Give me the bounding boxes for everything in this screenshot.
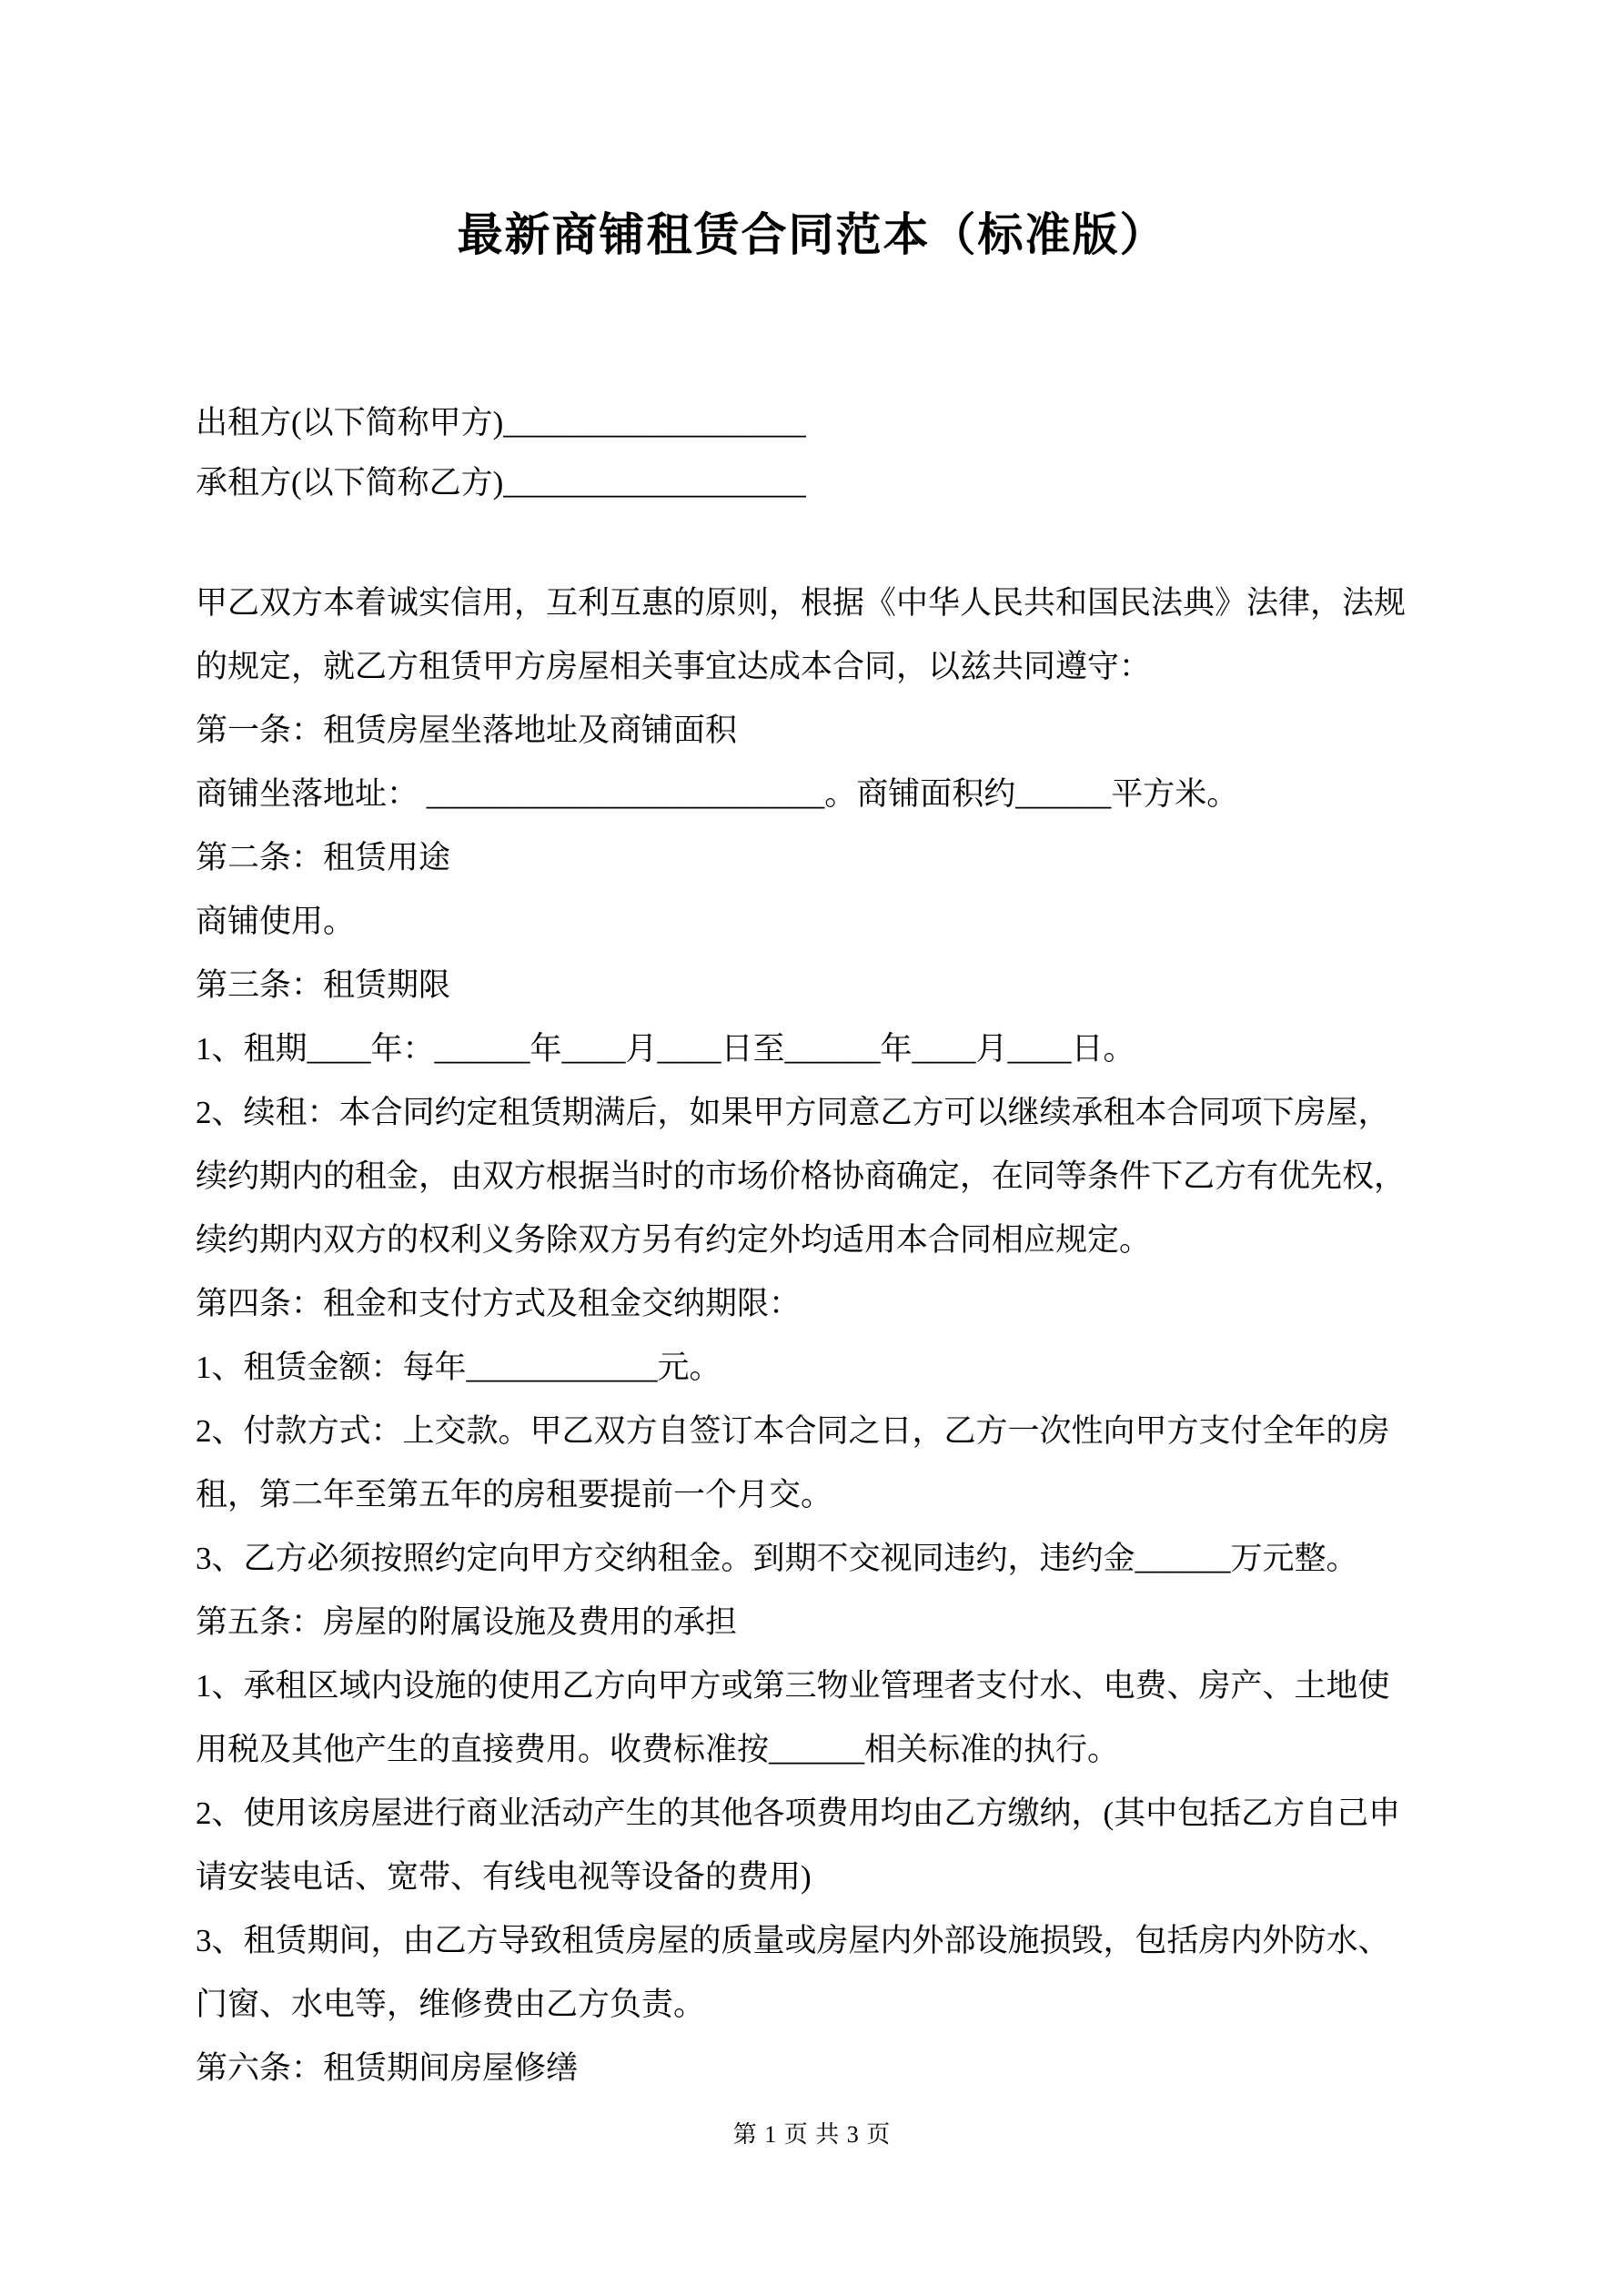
contract-line: 门窗、水电等，维修费由乙方负责。 — [196, 1987, 706, 2022]
contract-line: 3、乙方必须按照约定向甲方交纳租金。到期不交视同违约，违约金______万元整。 — [196, 1541, 1358, 1576]
page-footer: 第 1 页 共 3 页 — [732, 2121, 892, 2148]
contract-line: 的规定，就乙方租赁甲方房屋相关事宜达成本合同，以兹共同遵守： — [196, 649, 1152, 684]
contract-line: 第一条：租赁房屋坐落地址及商铺面积 — [196, 713, 738, 748]
contract-line: 第三条：租赁期限 — [196, 967, 451, 1003]
contract-line: 租，第二年至第五年的房租要提前一个月交。 — [196, 1477, 833, 1512]
party-line: 出租方(以下简称甲方)___________________ — [196, 405, 806, 440]
contract-line: 1、租赁金额：每年____________元。 — [196, 1350, 721, 1385]
contract-line: 用税及其他产生的直接费用。收费标准按______相关标准的执行。 — [196, 1732, 1120, 1767]
contract-body — [196, 571, 1428, 2100]
contract-line: 第五条：房屋的附属设施及费用的承担 — [196, 1604, 738, 1640]
contract-line: 第六条：租赁期间房屋修缮 — [196, 2050, 579, 2086]
contract-line: 续约期内双方的权利义务除双方另有约定外均适用本合同相应规定。 — [196, 1222, 1152, 1258]
party-line: 承租方(以下简称乙方)___________________ — [196, 465, 806, 501]
contract-line: 请安装电话、宽带、有线电视等设备的费用) — [196, 1859, 812, 1895]
contract-line: 续约期内的租金，由双方根据当时的市场价格协商确定，在同等条件下乙方有优先权， — [196, 1158, 1407, 1194]
contract-line: 2、付款方式：上交款。甲乙双方自签订本合同之日，乙方一次性向甲方支付全年的房 — [196, 1413, 1390, 1449]
contract-line: 商铺使用。 — [196, 904, 356, 939]
contract-line: 第二条：租赁用途 — [196, 840, 451, 875]
party-lines — [196, 393, 1428, 513]
contract-line: 1、承租区域内设施的使用乙方向甲方或第三物业管理者支付水、电费、房产、土地使 — [196, 1668, 1390, 1704]
contract-line: 第四条：租金和支付方式及租金交纳期限： — [196, 1286, 802, 1321]
contract-line: 3、租赁期间，由乙方导致租赁房屋的质量或房屋内外部设施损毁，包括房内外防水、 — [196, 1923, 1390, 1958]
contract-line: 甲乙双方本着诚实信用，互利互惠的原则，根据《中华人民共和国民法典》法律，法规 — [196, 585, 1407, 621]
contract-line: 2、使用该房屋进行商业活动产生的其他各项费用均由乙方缴纳，(其中包括乙方自己申 — [196, 1795, 1401, 1831]
contract-line: 1、租期____年：______年____月____日至______年____月____日。 — [196, 1031, 1135, 1067]
document-title: 最新商铺租赁合同范本（标准版） — [457, 209, 1167, 260]
contract-line: 商铺坐落地址： _________________________。商铺面积约______平方米。 — [196, 776, 1239, 812]
contract-line: 2、续租：本合同约定租赁期满后，如果甲方同意乙方可以继续承租本合同项下房屋， — [196, 1095, 1390, 1130]
